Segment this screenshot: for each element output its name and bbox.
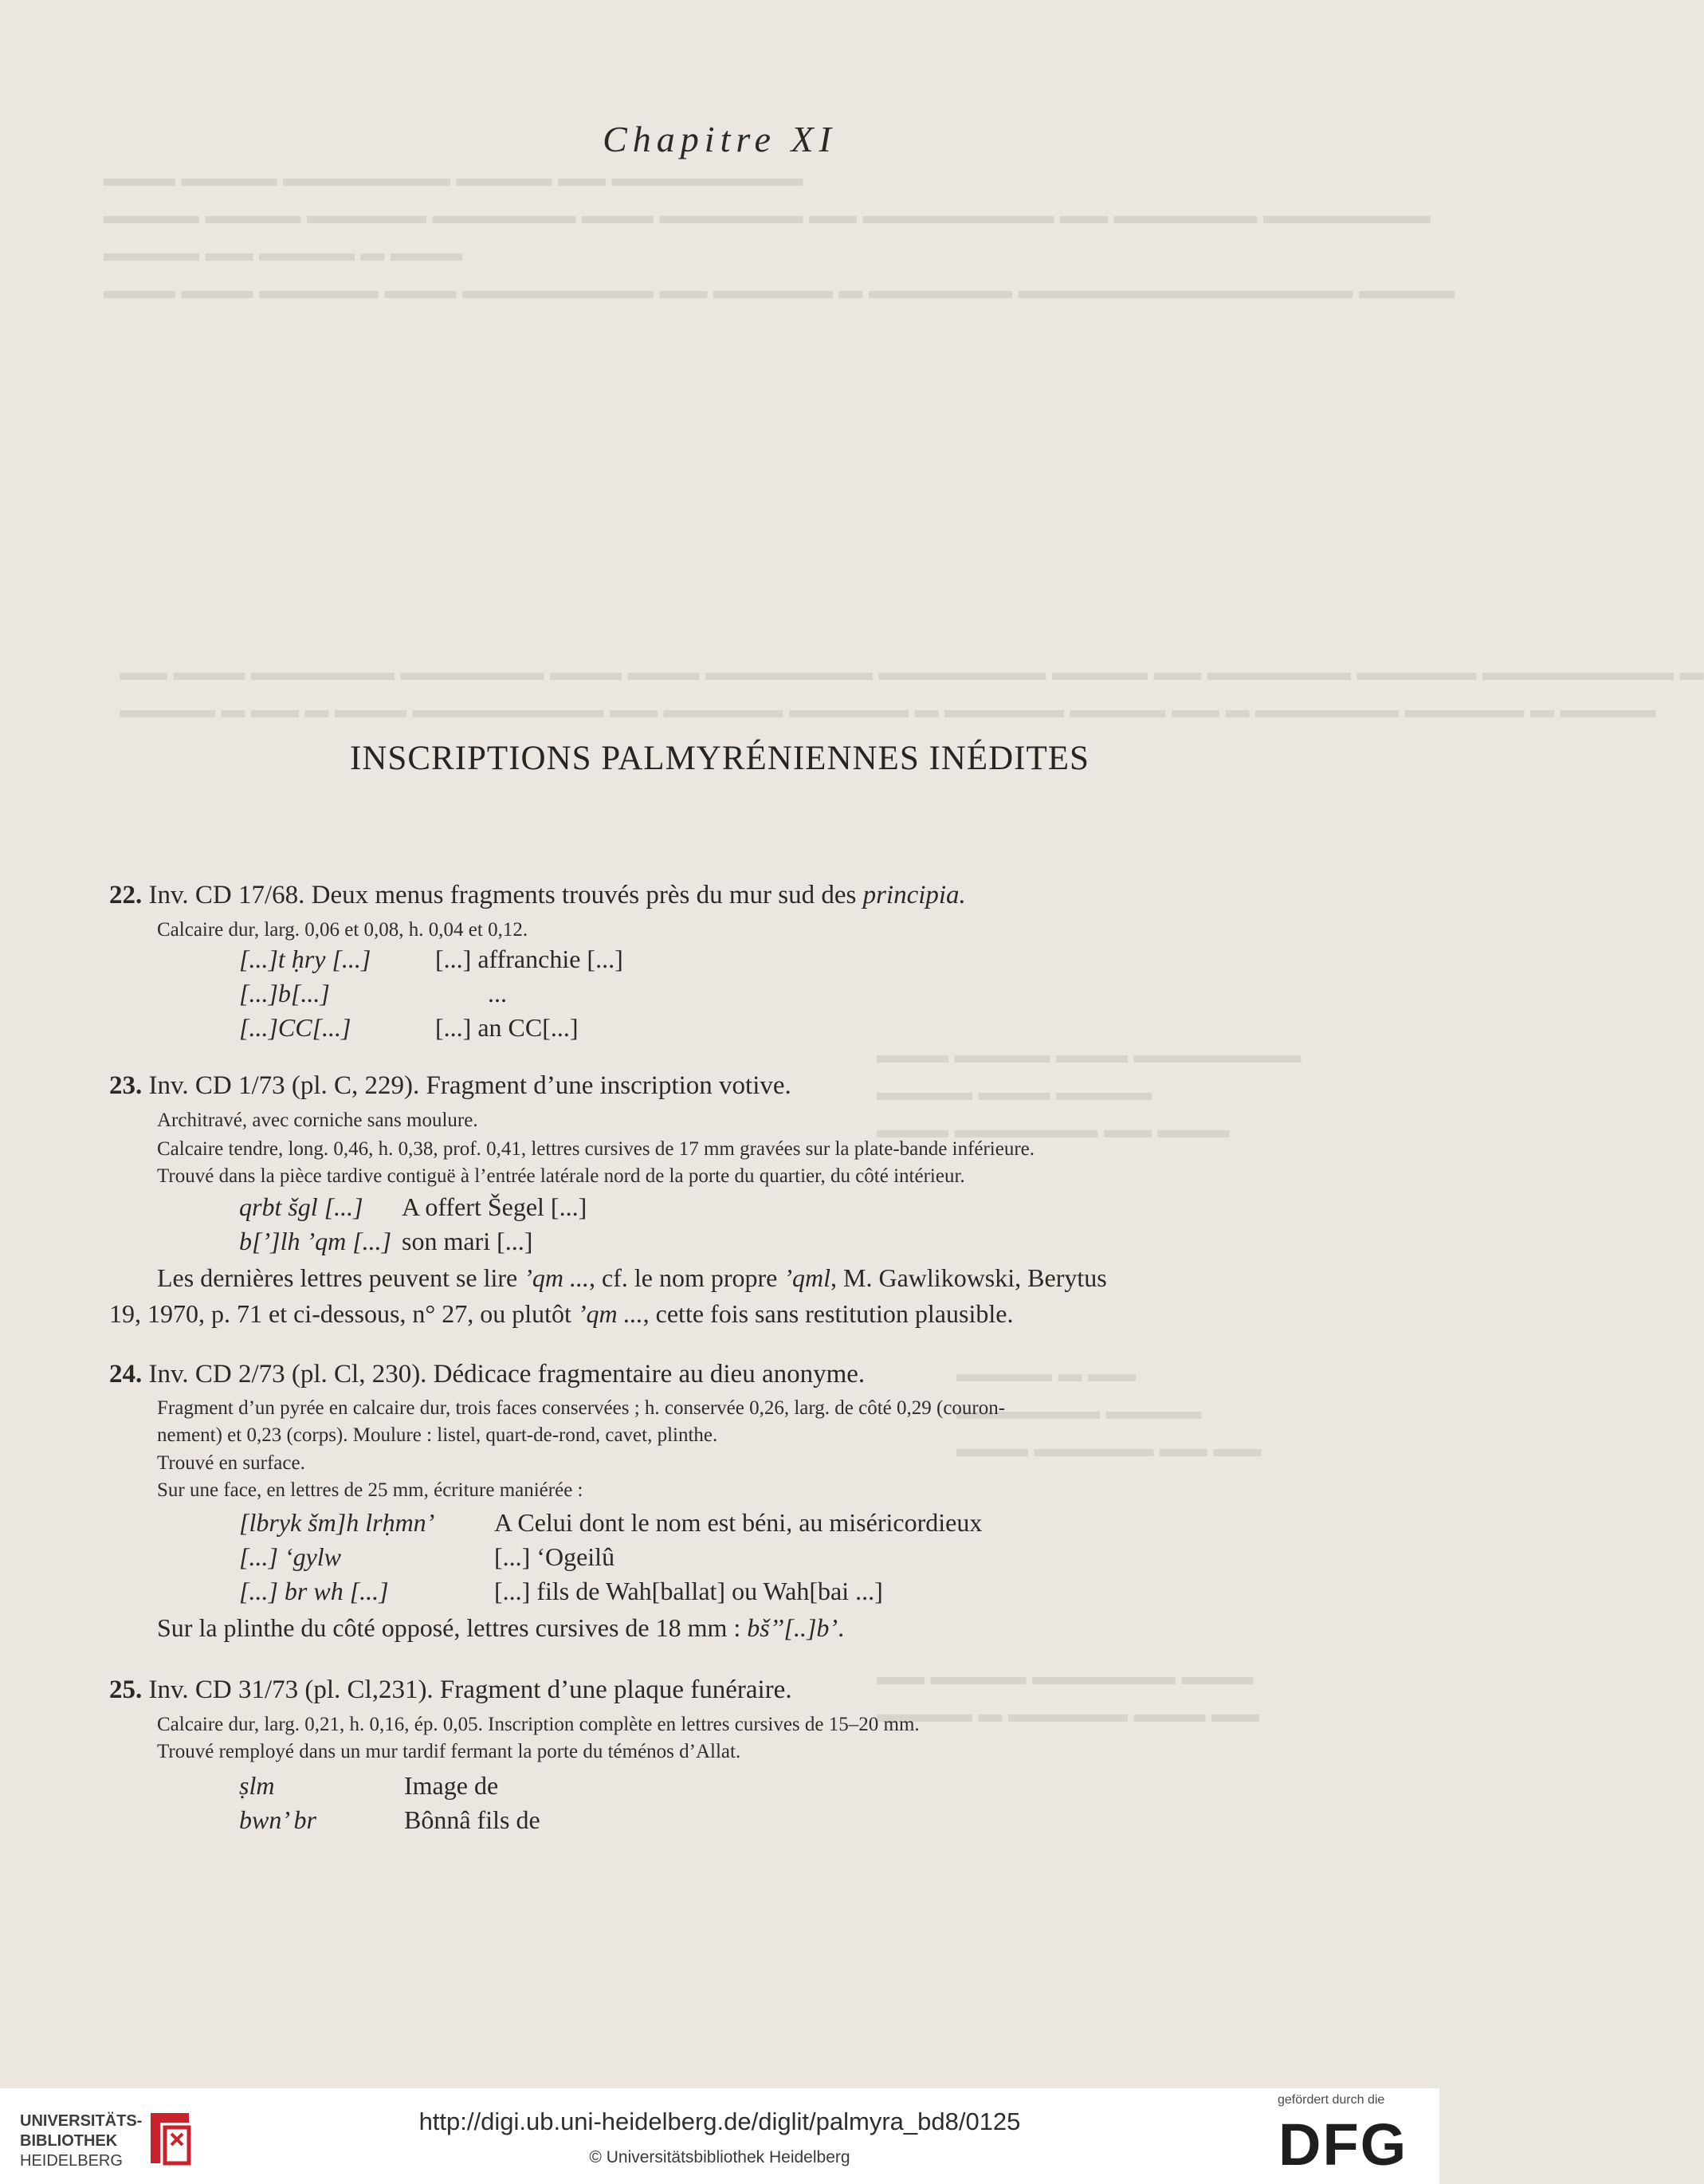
commentary-italic: ’qm ... bbox=[524, 1263, 590, 1292]
inscription-original: [...]CC[...] bbox=[239, 1013, 351, 1042]
library-name-line: UNIVERSITÄTS- bbox=[20, 2112, 143, 2130]
section-title: INSCRIPTIONS PALMYRÉNIENNES INÉDITES bbox=[350, 740, 1090, 777]
entry-heading bbox=[109, 1675, 792, 1705]
inscription-original: [lbryk šm]h lrḥmn’ bbox=[239, 1508, 435, 1537]
footer-bar bbox=[0, 2088, 1439, 2184]
inscription-translation: Image de bbox=[404, 1771, 499, 1800]
entry-number: 24. bbox=[109, 1360, 143, 1389]
funding-note: gefördert durch die bbox=[1278, 2093, 1385, 2107]
entry-heading-text: Inv. CD 17/68. Deux menus fragments trouvés près du mur sud des bbox=[142, 881, 863, 909]
commentary-text: 19, 1970, p. 71 et ci-dessous, n° 27, ou plutôt bbox=[109, 1299, 578, 1328]
entry-description: Sur une face, en lettres de 25 mm, écriture maniérée : bbox=[157, 1479, 583, 1501]
entry-number: 25. bbox=[109, 1675, 143, 1704]
commentary-italic: ’qml bbox=[783, 1263, 831, 1292]
plinth-note-italic: bš’’[..]b’ bbox=[747, 1613, 838, 1642]
entry-description: Calcaire dur, larg. 0,06 et 0,08, h. 0,04 et 0,12. bbox=[157, 919, 528, 941]
inscription-original: [...] ‘gylw bbox=[239, 1542, 341, 1571]
bleed-through-text: ▬▬ ▬▬▬ ▬▬▬▬▬▬ ▬▬▬▬▬▬ ▬▬▬ ▬▬▬ ▬▬▬▬▬▬▬ ▬▬▬▬▬▬▬ ▬▬▬▬ ▬▬ ▬▬▬▬▬▬ ▬▬▬▬▬ ▬▬▬▬▬▬▬▬ ▬ ▬▬▬▬ ▬ ▬▬ ▬ ▬▬▬ ▬▬▬▬▬▬▬▬ ▬▬ ▬▬▬▬▬ ▬▬▬▬▬ ▬ ▬▬▬▬▬ ▬▬▬▬ ▬▬ ▬ ▬▬▬▬▬▬ ▬▬▬▬▬ ▬ ▬▬▬▬ bbox=[120, 659, 1704, 723]
commentary-text: , M. Gawlikowski, Berytus bbox=[830, 1263, 1107, 1292]
entry-description: Trouvé remployé dans un mur tardif fermant la porte du téménos d’Allat. bbox=[157, 1741, 741, 1762]
library-name-line: BIBLIOTHEK bbox=[20, 2132, 118, 2150]
commentary-italic: ’qm ... bbox=[577, 1299, 643, 1328]
copyright-notice: © Universitätsbibliothek Heidelberg bbox=[589, 2148, 850, 2166]
inscription-original: qrbt šgl [...] bbox=[239, 1192, 363, 1221]
entry-description: Trouvé en surface. bbox=[157, 1452, 305, 1474]
bleed-through-text: ▬▬ ▬▬▬▬ ▬▬▬▬▬▬ ▬▬▬ ▬▬▬▬ ▬ ▬▬▬▬▬ ▬▬▬ ▬▬ bbox=[877, 1664, 1259, 1727]
inscription-translation: [...] ‘Ogeilû bbox=[494, 1542, 615, 1571]
entry-heading-text: Inv. CD 2/73 (pl. Cl, 230). Dédicace fragmentaire au dieu anonyme. bbox=[142, 1360, 866, 1389]
bleed-through-text: ▬▬▬ ▬▬▬▬ ▬▬▬▬▬▬▬ ▬▬▬▬ ▬▬ ▬▬▬▬▬▬▬▬ ▬▬▬▬ ▬▬▬▬ ▬▬▬▬▬ ▬▬▬▬▬▬ ▬▬▬ ▬▬▬▬▬▬ ▬▬ ▬▬▬▬▬▬▬▬ ▬▬ ▬▬▬▬▬▬ ▬▬▬▬▬▬▬ ▬▬▬▬ ▬▬ ▬▬▬▬ ▬ ▬▬▬ ▬▬▬ ▬▬▬ ▬▬▬▬▬ ▬▬▬ ▬▬▬▬▬▬▬▬ ▬▬ ▬▬▬▬▬ ▬ ▬▬▬▬▬▬ ▬▬▬▬▬▬▬▬▬▬▬▬▬▬ ▬▬▬▬ bbox=[104, 165, 1455, 304]
inscription-translation: A offert Šegel [...] bbox=[402, 1192, 587, 1221]
inscription-translation: A Celui dont le nom est béni, au miséricordieux bbox=[494, 1508, 983, 1537]
inscription-translation: Bônnâ fils de bbox=[404, 1805, 540, 1834]
entry-heading-text: Inv. CD 31/73 (pl. Cl,231). Fragment d’une plaque funéraire. bbox=[142, 1675, 792, 1704]
entry-description: Fragment d’un pyrée en calcaire dur, trois faces conservées ; h. conservée 0,26, larg. de côté 0,29 (couron- bbox=[157, 1397, 1006, 1419]
entry-heading bbox=[109, 1360, 865, 1389]
inscription-translation: [...] fils de Wah[ballat] ou Wah[bai ...] bbox=[494, 1577, 883, 1605]
dfg-logo-icon[interactable] bbox=[1275, 2111, 1423, 2178]
entry-number: 22. bbox=[109, 881, 143, 909]
inscription-translation: son mari [...] bbox=[402, 1227, 533, 1255]
inscription-translation: ... bbox=[488, 979, 507, 1008]
entry-description: nement) et 0,23 (corps). Moulure : listel, quart-de-rond, cavet, plinthe. bbox=[157, 1424, 718, 1446]
dfg-logo-text: DFG bbox=[1278, 2111, 1408, 2178]
inscription-original: [...]b[...] bbox=[239, 979, 330, 1008]
commentary-text: Les dernières lettres peuvent se lire bbox=[157, 1263, 524, 1292]
bleed-through-text: ▬▬▬ ▬▬▬▬ ▬▬▬ ▬▬▬▬▬▬▬ ▬▬▬▬ ▬▬▬ ▬▬▬▬ ▬▬▬ ▬▬▬▬▬▬ ▬▬ ▬▬▬ bbox=[877, 1042, 1302, 1143]
entry-heading-text: Inv. CD 1/73 (pl. C, 229). Fragment d’une inscription votive. bbox=[142, 1071, 791, 1100]
entry-heading bbox=[109, 881, 966, 910]
chapter-title: Chapitre XI bbox=[603, 119, 837, 159]
entry-description: Calcaire tendre, long. 0,46, h. 0,38, prof. 0,41, lettres cursives de 17 mm gravées sur la plate-bande inférieure. bbox=[157, 1138, 1035, 1160]
entry-number: 23. bbox=[109, 1071, 143, 1100]
inscription-original: ṣlm bbox=[239, 1771, 275, 1800]
entry-heading-italic: principia. bbox=[862, 881, 966, 909]
commentary-line bbox=[109, 1299, 1013, 1329]
plinth-note-text: . bbox=[838, 1613, 845, 1642]
library-name-line: HEIDELBERG bbox=[20, 2152, 123, 2170]
commentary-line bbox=[157, 1263, 1107, 1293]
inscription-original: [...] br wh [...] bbox=[239, 1577, 389, 1605]
entry-description: Architravé, avec corniche sans moulure. bbox=[157, 1110, 478, 1131]
inscription-translation: [...] affranchie [...] bbox=[435, 945, 623, 973]
bleed-through-text: ▬▬▬▬ ▬ ▬▬ ▬▬▬▬▬▬ ▬▬▬▬ ▬▬▬ ▬▬▬▬▬ ▬▬ ▬▬ bbox=[956, 1361, 1262, 1462]
inscription-original: [...]t ḥry [...] bbox=[239, 945, 371, 973]
inscription-translation: [...] an CC[...] bbox=[435, 1013, 579, 1042]
inscription-original: b[’]lh ’qm [...] bbox=[239, 1227, 392, 1255]
entry-description: Calcaire dur, larg. 0,21, h. 0,16, ép. 0,05. Inscription complète en lettres cursives de 15–20 mm. bbox=[157, 1714, 920, 1735]
plinth-note bbox=[157, 1613, 844, 1643]
permalink-url[interactable]: http://digi.ub.uni-heidelberg.de/diglit/palmyra_bd8/0125 bbox=[418, 2107, 1021, 2135]
plinth-note-text: Sur la plinthe du côté opposé, lettres cursives de 18 mm : bbox=[157, 1613, 748, 1642]
inscription-original: bwn’ br bbox=[239, 1805, 316, 1834]
entry-heading bbox=[109, 1071, 791, 1101]
entry-description: Trouvé dans la pièce tardive contiguë à l’entrée latérale nord de la porte du quartier, du côté intérieur. bbox=[157, 1165, 965, 1187]
commentary-text: , cette fois sans restitution plausible. bbox=[642, 1299, 1014, 1328]
commentary-text: , cf. le nom propre bbox=[589, 1263, 784, 1292]
